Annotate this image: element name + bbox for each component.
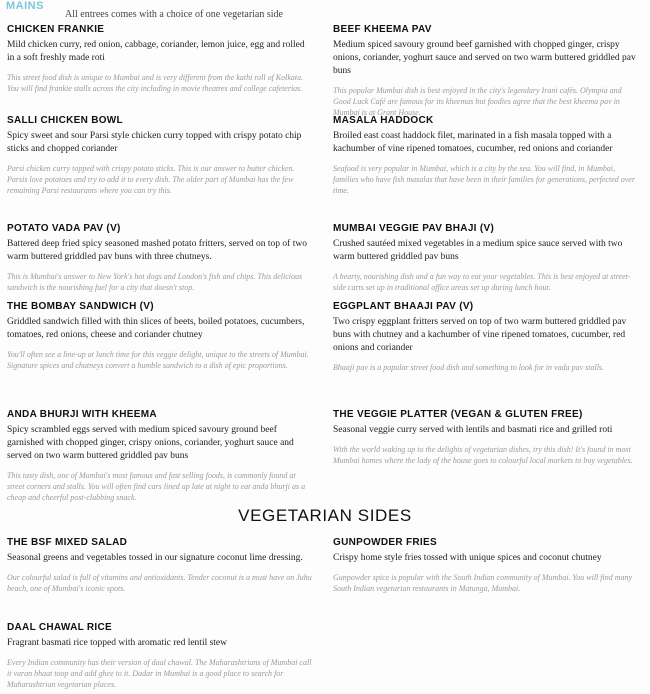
item-story: A hearty, nourishing dish and a fun way to eat your vegetables. This is best enjoyed at street-side carts set up in traditional office areas set up during lunch hour. <box>333 272 631 292</box>
item-description: Medium spiced savoury ground beef garnished with chopped ginger, crispy onions, coriander, yoghurt sauce and served on two warm buttered griddled pav buns <box>333 40 636 76</box>
item-description: Two crispy eggplant fritters served on top of two warm buttered griddled pav buns with chutney and a kachumber of vine ripened tomatoes, cucumber, red onions and coriander <box>333 317 627 353</box>
category-label: MAINS <box>6 0 44 12</box>
menu-item <box>7 223 312 293</box>
item-description: Seasonal veggie curry served with lentils and basmati rice and grilled roti <box>333 425 613 435</box>
item-title: THE BOMBAY SANDWICH (V) <box>7 301 154 312</box>
menu-item <box>7 24 312 94</box>
menu-item <box>333 115 638 196</box>
item-title: ANDA BHURJI WITH KHEEMA <box>7 409 157 420</box>
menu-item <box>333 223 638 293</box>
menu-item <box>333 409 638 466</box>
item-title: EGGPLANT BHAAJI PAV (V) <box>333 301 474 312</box>
item-description: Seasonal greens and vegetables tossed in our signature coconut lime dressing. <box>7 553 303 563</box>
item-story: Bhaaji pav is a popular street food dish and something to look for in vada pav stalls. <box>333 363 605 372</box>
item-story: With the world waking up to the delights of vegetarian dishes, try this dish! It's found in most Mumbai homes where the lady of the house goes to colourful local markets to buy vegetables. <box>333 445 633 465</box>
item-story: This street food dish is unique to Mumbai and is very different from the kathi roll of Kolkata. You will find frankie stalls across the city including in movie theatres and college cafeterias. <box>7 73 304 93</box>
item-description: Crushed sautéed mixed vegetables in a medium spice sauce served with two warm buttered griddled pav buns <box>333 239 623 262</box>
item-title: THE VEGGIE PLATTER (VEGAN & GLUTEN FREE) <box>333 409 583 420</box>
item-description: Fragrant basmati rice topped with aromatic red lentil stew <box>7 638 228 648</box>
item-description: Battered deep fried spicy seasoned mashed potato fritters, served on top of two warm buttered griddled pav buns with three chutneys. <box>7 239 307 262</box>
menu-item <box>7 301 312 371</box>
item-title: SALLI CHICKEN BOWL <box>7 115 123 126</box>
menu-item <box>7 115 312 196</box>
item-title: DAAL CHAWAL RICE <box>7 622 112 633</box>
menu-item <box>333 301 638 373</box>
menu-item <box>7 409 312 503</box>
item-story: You'll often see a line-up at lunch time for this veggie delight, unique to the streets of Mumbai. Signature spices and chutneys convert a humble sandwich to a dish of epic proportions. <box>7 350 309 370</box>
item-title: MUMBAI VEGGIE PAV BHAJI (V) <box>333 223 495 234</box>
menu-item <box>333 24 638 118</box>
item-story: This popular Mumbai dish is best enjoyed in the city's legendary Irani cafés. Olympia and Good Luck Café are famous for its kheemas but foodies agree that the best kheema pav in Mumbai is at Grant House. <box>333 86 622 117</box>
item-description: Spicy sweet and sour Parsi style chicken curry topped with crispy potato chip sticks and chopped coriander <box>7 131 302 154</box>
item-story: Parsi chicken curry topped with crispy potato sticks. This is our answer to butter chicken. Parsis love potatoes and try to add it to every dish. The older part of Mumbai has the few remaining Parsi restaurants where you can try this. <box>7 164 295 195</box>
item-title: MASALA HADDOCK <box>333 115 434 126</box>
item-story: Our colourful salad is full of vitamins and antioxidants. Tender coconut is a must have on Juhu beach, one of Mumbai's iconic spots. <box>7 573 312 593</box>
entree-note: All entrees comes with a choice of one vegetarian side <box>65 9 283 20</box>
section-heading: VEGETARIAN SIDES <box>238 506 412 525</box>
item-title: POTATO VADA PAV (V) <box>7 223 121 234</box>
item-description: Crispy home style fries tossed with unique spices and coconut chutney <box>333 553 602 563</box>
item-description: Griddled sandwich filled with thin slices of beets, boiled potatoes, cucumbers, tomatoes, red onions, cheese and coriander chutney <box>7 317 305 340</box>
menu-item <box>7 537 312 594</box>
item-title: CHICKEN FRANKIE <box>7 24 105 35</box>
item-story: Seafood is very popular in Mumbai, which is a city by the sea. You will find, in Mumbai, families who have fish masalas that have been in their families for generations, perfected over time. <box>333 164 635 195</box>
item-description: Broiled east coast haddock filet, marinated in a fish masala topped with a kachumber of vine ripened tomatoes, cucumber, red onions and coriander <box>333 131 613 154</box>
item-story: This is Mumbai's answer to New York's hot dogs and London's fish and chips. This delicious sandwich is the nourishing fuel for a city that doesn't stop. <box>7 272 303 292</box>
menu-item <box>333 537 638 594</box>
item-title: THE BSF MIXED SALAD <box>7 537 128 548</box>
item-description: Mild chicken curry, red onion, cabbage, coriander, lemon juice, egg and rolled in a soft freshly made roti <box>7 40 305 63</box>
item-title: BEEF KHEEMA PAV <box>333 24 432 35</box>
item-story: Every Indian community has their version of daal chawal. The Maharashtrians of Mumbai call it varan bhaat toop and add ghee to it. Dadar in Mumbai is a good place to search for Maharashtrian vegetarian places. <box>7 658 312 689</box>
item-story: Gunpowder spice is popular with the South Indian community of Mumbai. You will find many South Indian vegetarian restaurants in Matunga, Mumbai. <box>333 573 633 593</box>
menu-item <box>7 622 312 690</box>
item-story: This tasty dish, one of Mumbai's most famous and fast selling foods, is commonly found at street corners and stalls. You will often find cars lined up late at night to eat anda bhurji as a cheap and cheerful post-clubbing snack. <box>7 471 306 502</box>
item-description: Spicy scrambled eggs served with medium spiced savoury ground beef garnished with chopped ginger, crispy onions, coriander, yoghurt sauce and served on two warm buttered griddled pav buns <box>7 425 294 461</box>
item-title: GUNPOWDER FRIES <box>333 537 437 548</box>
